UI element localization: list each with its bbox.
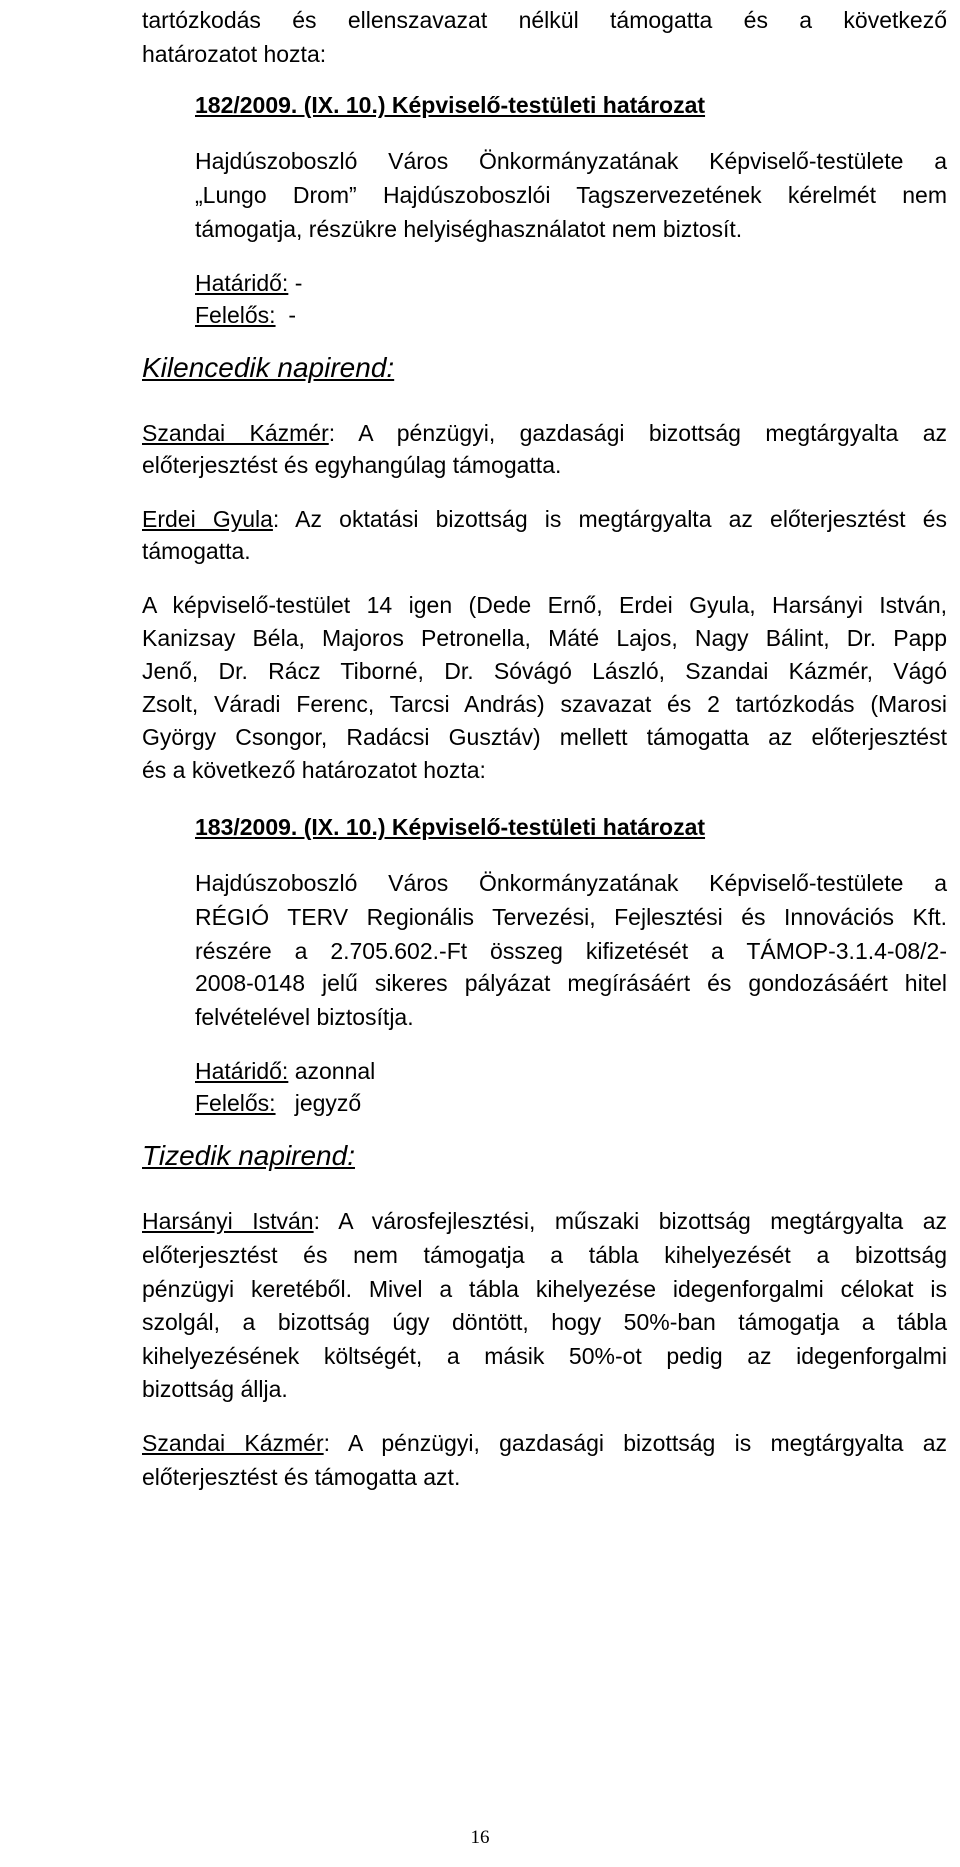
section-10-heading: Tizedik napirend: [142,1140,355,1171]
section-9-para-2-line-2: támogatta. [142,538,251,564]
section-10-para-1-line-1 [142,1204,947,1238]
deadline-value: - [294,270,303,296]
responsible-label: Felelős: [195,1090,276,1116]
section-10-para-1-line-2: előterjesztést és nem támogatja a tábla kihelyezését a bizottság [142,1242,947,1268]
section-10-para-1-line-6: bizottság állja. [142,1376,288,1402]
section-9-para-1-line-1 [142,416,947,450]
intro-line-1: tartózkodás és ellenszavazat nélkül támogatta és a következő [142,7,947,33]
resolution-183-line-2: RÉGIÓ TERV Regionális Tervezési, Fejlesztési és Innovációs Kft. [195,904,947,930]
resolution-183-line-5: felvételével biztosítja. [195,1004,414,1030]
resolution-183-responsible [195,1086,947,1120]
section-9-heading: Kilencedik napirend: [142,352,395,383]
responsible-value: jegyző [294,1090,362,1116]
resolution-182-line-3: támogatja, részükre helyiséghasználatot nem biztosít. [195,216,743,242]
speaker-text: : A pénzügyi, gazdasági bizottság is megtárgyalta az [323,1430,948,1456]
resolution-182-line-2: „Lungo Drom” Hajdúszoboszlói Tagszervezetének kérelmét nem [195,182,947,208]
resolution-183-deadline [195,1054,947,1088]
speaker-name: Szandai Kázmér [142,420,329,446]
section-9-para-1-line-2: előterjesztést és egyhangúlag támogatta. [142,452,562,478]
resolution-182-title: 182/2009. (IX. 10.) Képviselő-testületi határozat [195,92,706,118]
resolution-183-line-4: 2008-0148 jelű sikeres pályázat megírásáért és gondozásáért hitel [195,970,947,996]
section-10-para-1-line-4: szolgál, a bizottság úgy döntött, hogy 50%-ban támogatja a tábla [142,1309,947,1335]
section-9-para-3-line-4: Zsolt, Váradi Ferenc, Tarcsi András) szavazat és 2 tartózkodás (Marosi [142,691,947,717]
speaker-text: : A városfejlesztési, műszaki bizottság megtárgyalta az [313,1208,947,1234]
section-9-para-3-line-6: és a következő határozatot hozta: [142,757,486,783]
resolution-183-line-3: részére a 2.705.602.-Ft összeg kifizetését a TÁMOP-3.1.4-08/2- [195,938,947,964]
section-10-para-2-line-2: előterjesztést és támogatta azt. [142,1464,461,1490]
section-9-para-3-line-1: A képviselő-testület 14 igen (Dede Ernő, Erdei Gyula, Harsányi István, [142,592,947,618]
responsible-label: Felelős: [195,302,276,328]
section-9-para-2-line-1 [142,502,947,536]
resolution-182-responsible [195,298,947,332]
speaker-name: Szandai Kázmér [142,1430,324,1456]
resolution-183-line-1: Hajdúszoboszló Város Önkormányzatának Képviselő-testülete a [195,870,947,896]
intro-line-2: határozatot hozta: [142,41,327,67]
speaker-name: Harsányi István [142,1208,314,1234]
section-10-para-1-line-5: kihelyezésének költségét, a másik 50%-ot pedig az idegenforgalmi [142,1343,947,1369]
resolution-183-title: 183/2009. (IX. 10.) Képviselő-testületi határozat [195,814,706,840]
section-10-para-2-line-1 [142,1426,947,1460]
section-9-para-3-line-2: Kanizsay Béla, Majoros Petronella, Máté Lajos, Nagy Bálint, Dr. Papp [142,625,947,651]
section-10-para-1-line-3: pénzügyi keretéből. Mivel a tábla kihelyezése idegenforgalmi célokat is [142,1276,947,1302]
deadline-label: Határidő: [195,270,289,296]
resolution-182-line-1: Hajdúszoboszló Város Önkormányzatának Képviselő-testülete a [195,148,947,174]
page-number: 16 [470,1827,490,1848]
speaker-text: : A pénzügyi, gazdasági bizottság megtárgyalta az [328,420,948,446]
speaker-text: : Az oktatási bizottság is megtárgyalta az előterjesztést és [272,506,947,532]
deadline-value: azonnal [294,1058,376,1084]
section-9-para-3-line-5: György Csongor, Radácsi Gusztáv) mellett támogatta az előterjesztést [142,724,947,750]
speaker-name: Erdei Gyula [142,506,273,532]
responsible-value: - [288,302,296,328]
section-9-para-3-line-3: Jenő, Dr. Rácz Tiborné, Dr. Sóvágó László, Szandai Kázmér, Vágó [142,658,947,684]
deadline-label: Határidő: [195,1058,289,1084]
resolution-182-deadline [195,266,947,300]
